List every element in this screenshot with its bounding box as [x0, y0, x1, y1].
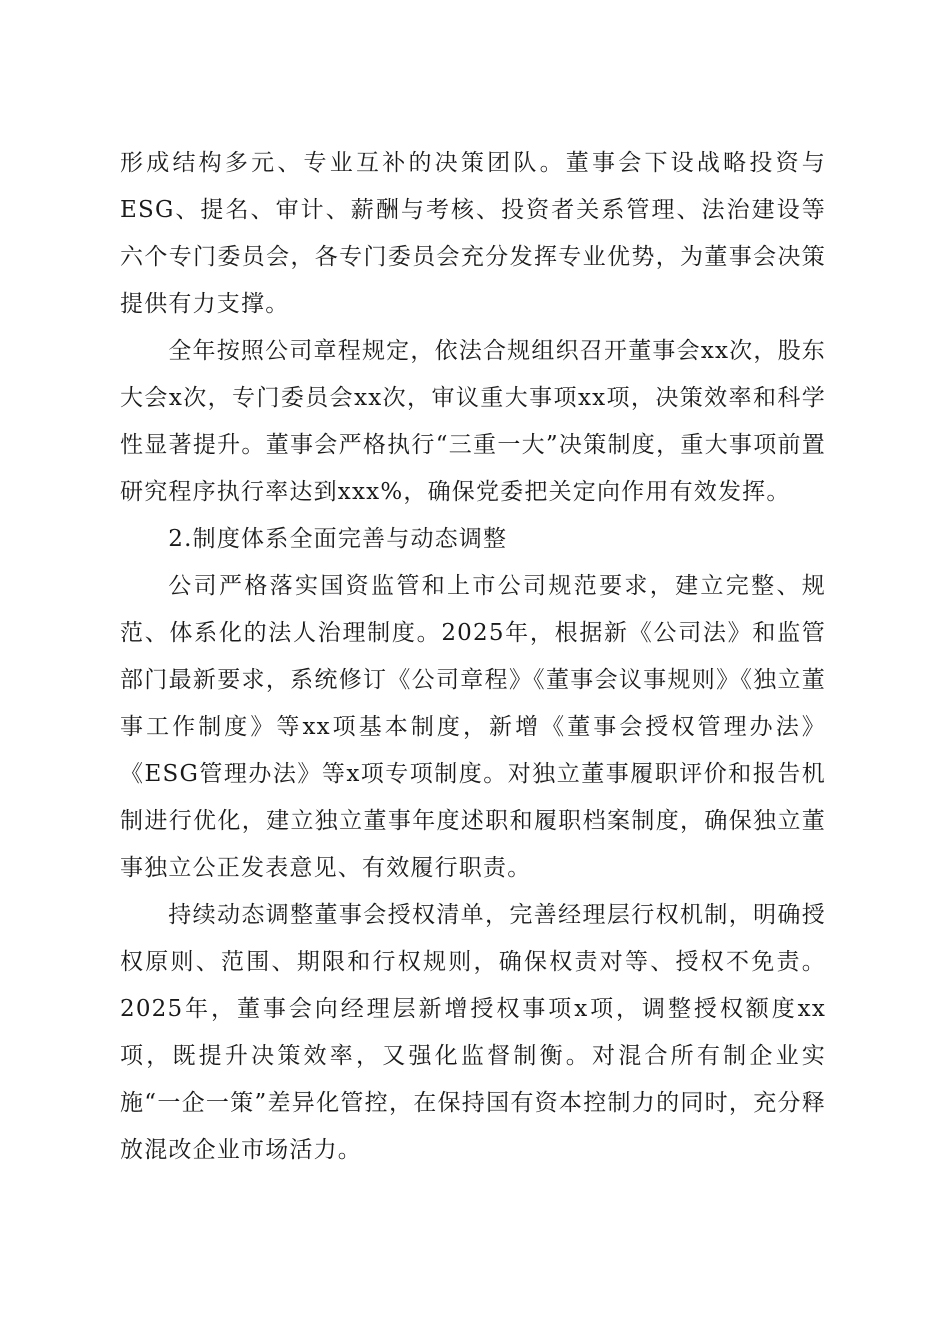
section-heading: 2.制度体系全面完善与动态调整	[168, 526, 508, 552]
paragraph-institutions: 公司严格落实国资监管和上市公司规范要求，建立完整、规范、体系化的法人治理制度。2025年，根据新《公司法》和监管部门最新要求，系统修订《公司章程》《董事会议事规则》《独立董事工作制度》等xx项基本制度，新增《董事会授权管理办法》《ESG管理办法》等x项专项制度。对独立董事履职评价和报告机制进行优化，建立独立董事年度述职和履职档案制度，确保独立董事独立公正发表意见、有效履行职责。	[120, 573, 826, 881]
paragraph-meetings: 全年按照公司章程规定，依法合规组织召开董事会xx次，股东大会x次，专门委员会xx次，审议重大事项xx项，决策效率和科学性显著提升。董事会严格执行“三重一大”决策制度，重大事项前置研究程序执行率达到xxx%，确保党委把关定向作用有效发挥。	[120, 338, 826, 505]
document-body	[120, 140, 826, 1174]
paragraph-continued: 形成结构多元、专业互补的决策团队。董事会下设战略投资与ESG、提名、审计、薪酬与考核、投资者关系管理、法治建设等六个专门委员会，各专门委员会充分发挥专业优势，为董事会决策提供有力支撑。	[120, 150, 826, 317]
paragraph-authorization: 持续动态调整董事会授权清单，完善经理层行权机制，明确授权原则、范围、期限和行权规则，确保权责对等、授权不免责。2025年，董事会向经理层新增授权事项x项，调整授权额度xx项，既提升决策效率，又强化监督制衡。对混合所有制企业实施“一企一策”差异化管控，在保持国有资本控制力的同时，充分释放混改企业市场活力。	[120, 902, 826, 1163]
